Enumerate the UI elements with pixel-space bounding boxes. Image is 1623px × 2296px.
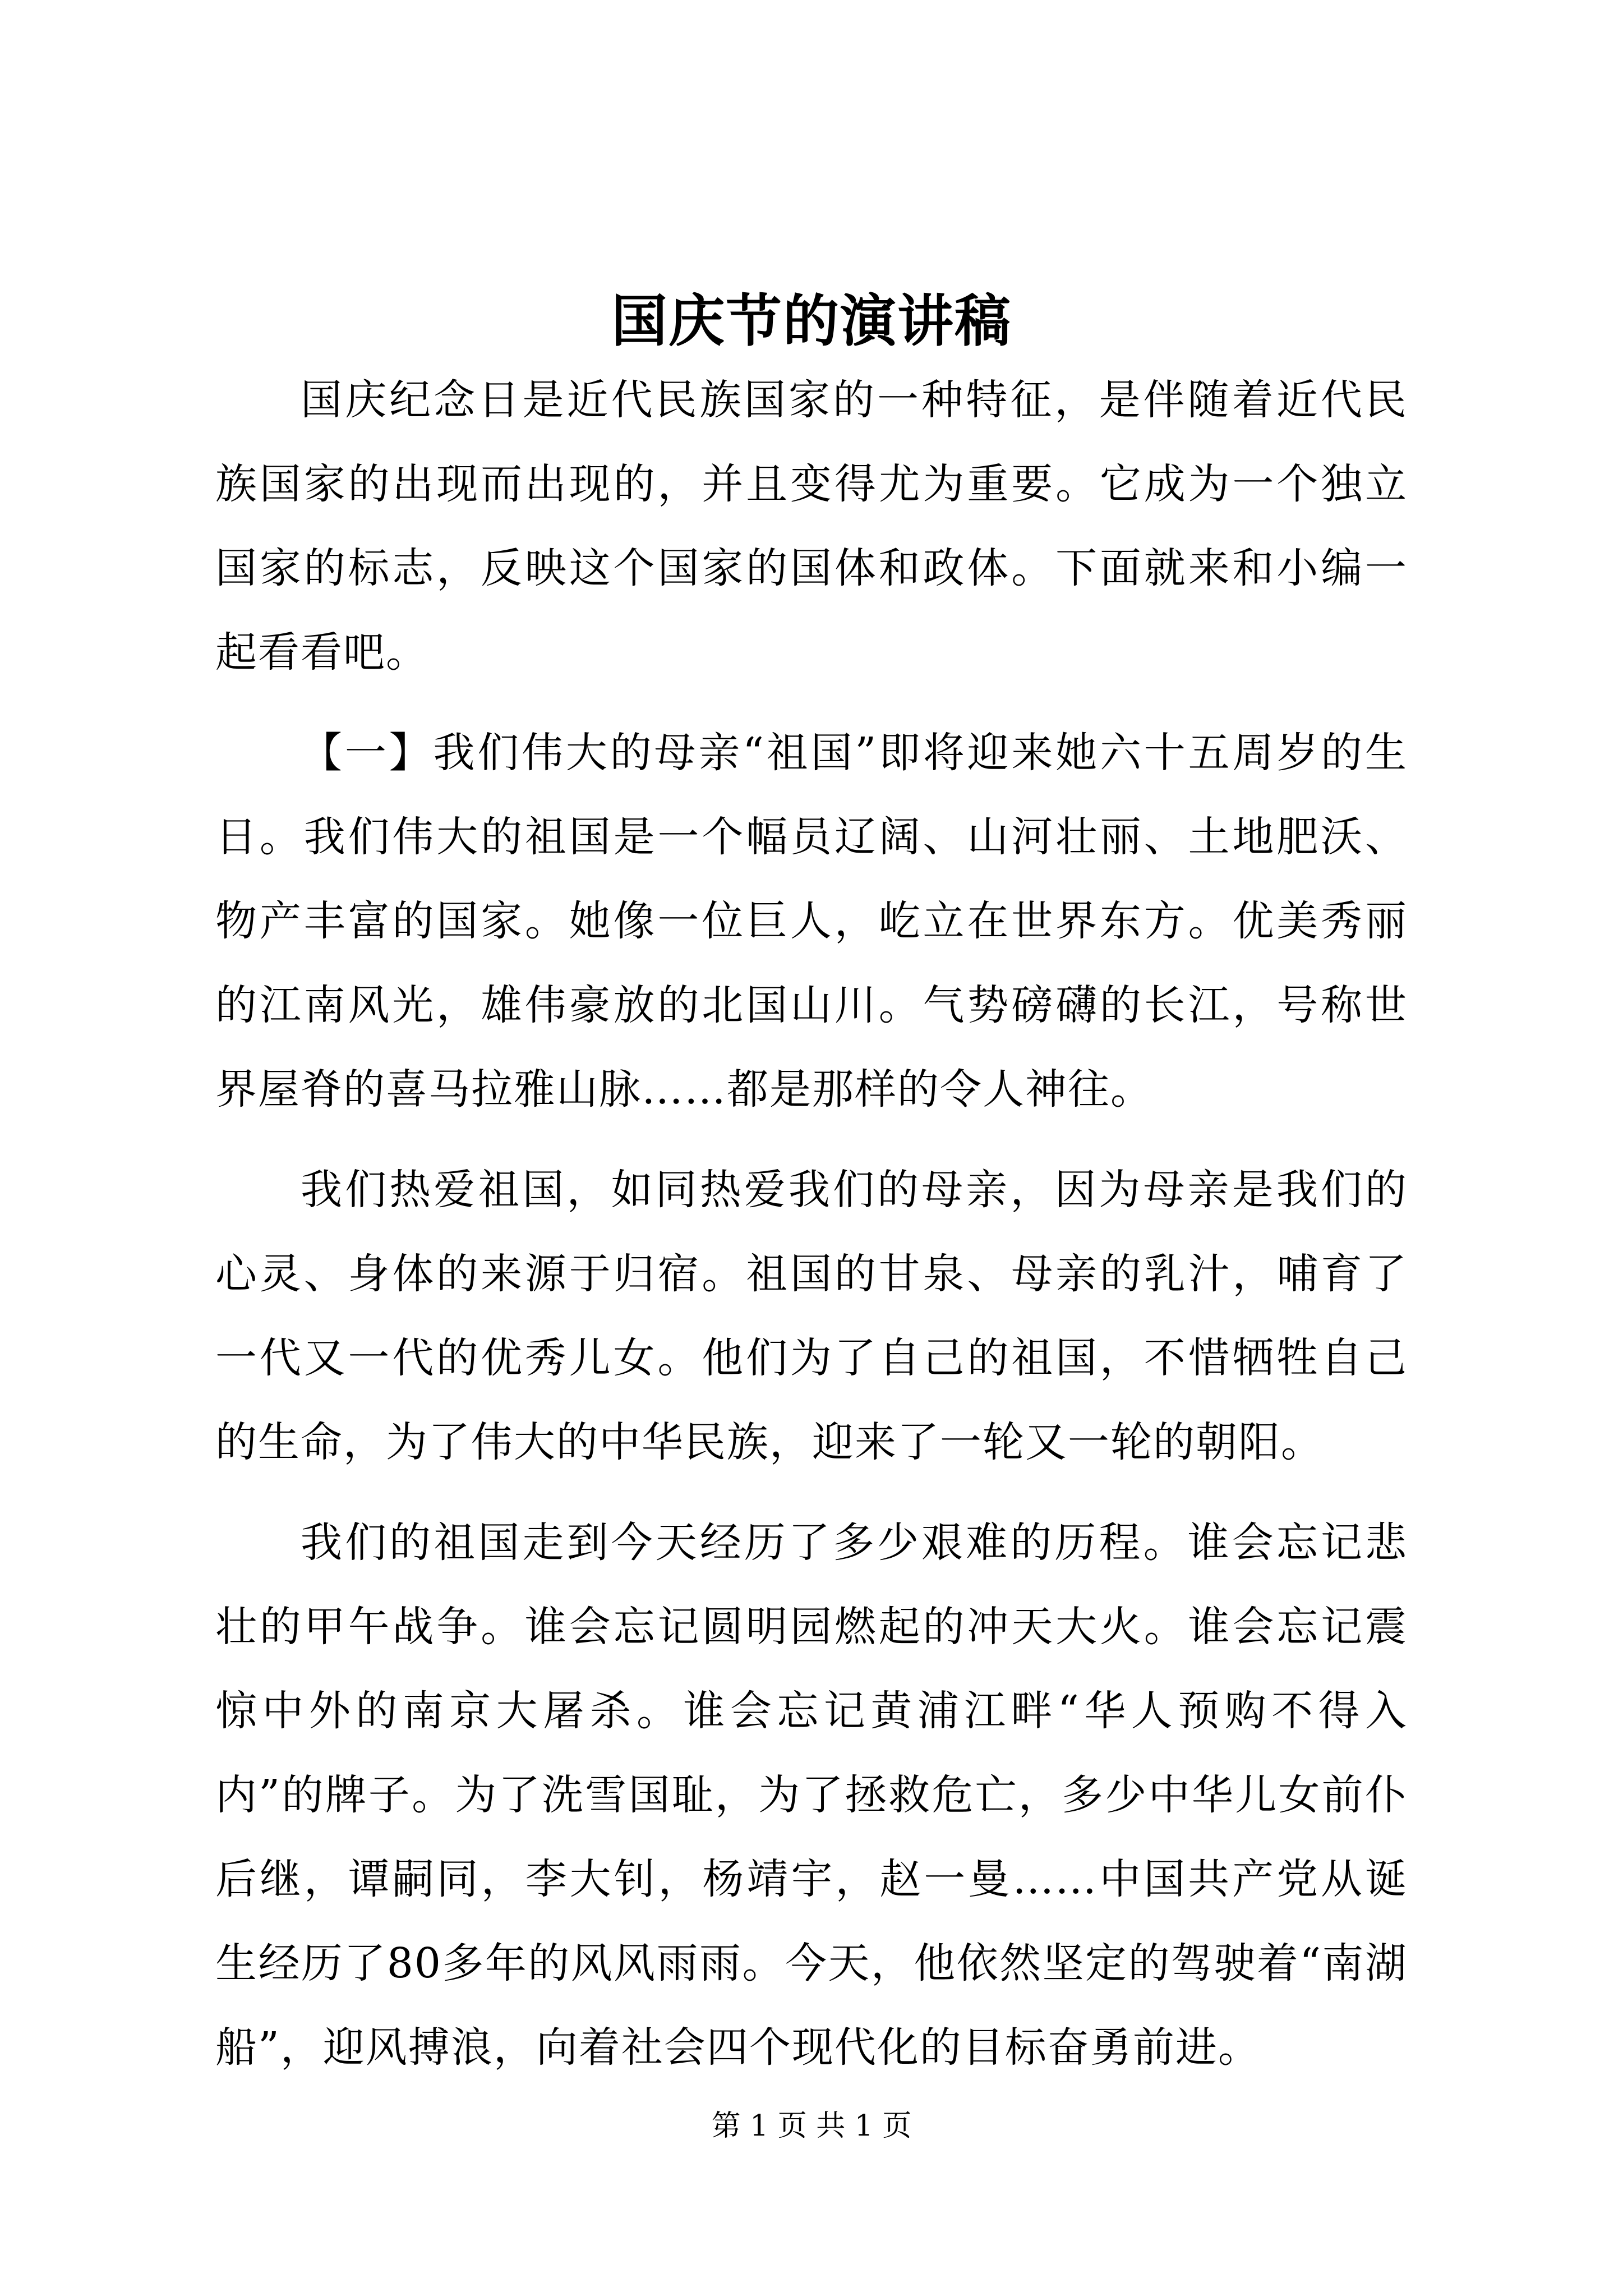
document-title: 国庆节的演讲稿: [611, 288, 1012, 354]
body-paragraph: 【一】我们伟大的母亲“祖国”即将迎来她六十五周岁的生日。我们伟大的祖国是一个幅员辽阔、山河壮丽、土地肥沃、物产丰富的国家。她像一位巨人，屹立在世界东方。优美秀丽的江南风光，雄伟豪放的北国山川。气势磅礴的长江，号称世界屋脊的喜马拉雅山脉……都是那样的令人神往。: [215, 729, 1408, 1114]
body-paragraph: 我们的祖国走到今天经历了多少艰难的历程。谁会忘记悲壮的甲午战争。谁会忘记圆明园燃起的冲天大火。谁会忘记震惊中外的南京大屠杀。谁会忘记黄浦江畔“华人预购不得入内”的牌子。为了洗雪国耻，为了拯救危亡，多少中华儿女前仆后继，谭嗣同，李大钊，杨靖宇，赵一曼……中国共产党从诞生经历了80多年的风风雨雨。今天，他依然坚定的驾驶着“南湖船”，迎风搏浪，向着社会四个现代化的目标奋勇前进。: [215, 1519, 1408, 2072]
page-footer: 第 1 页 共 1 页: [711, 2109, 912, 2143]
intro-paragraph: 国庆纪念日是近代民族国家的一种特征，是伴随着近代民族国家的出现而出现的，并且变得尤为重要。它成为一个独立国家的标志，反映这个国家的国体和政体。下面就来和小编一起看看吧。: [215, 376, 1408, 677]
document-body: [215, 280, 1408, 2106]
body-paragraph: 我们热爱祖国，如同热爱我们的母亲，因为母亲是我们的心灵、身体的来源于归宿。祖国的甘泉、母亲的乳汁，哺育了一代又一代的优秀儿女。他们为了自己的祖国，不惜牺牲自己的生命，为了伟大的中华民族，迎来了一轮又一轮的朝阳。: [215, 1166, 1408, 1466]
